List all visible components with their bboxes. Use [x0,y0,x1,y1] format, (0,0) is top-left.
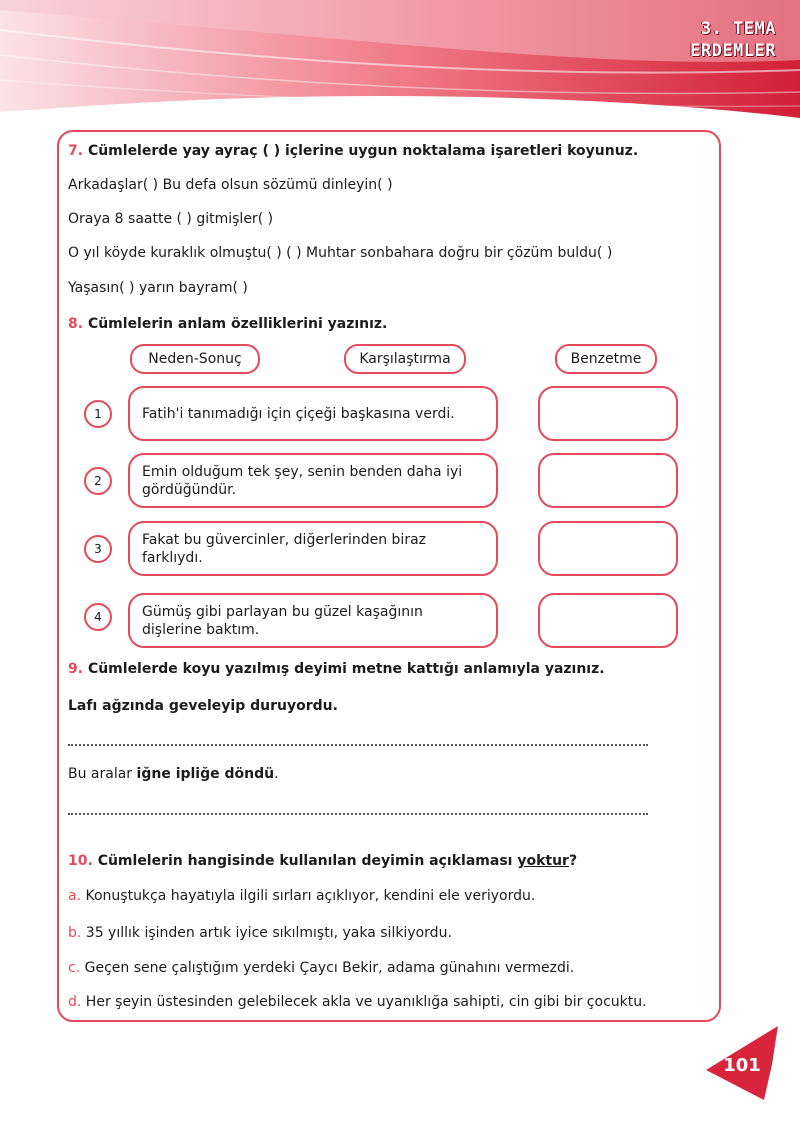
q8-prompt [68,316,387,332]
answer-box-3[interactable] [538,521,678,576]
q9-s2-end: . [274,766,279,782]
answer-box-2[interactable] [538,453,678,508]
q7-number: 7. [68,143,84,159]
option-letter-a: a. [68,888,82,904]
q10-prompt-start: Cümlelerin hangisinde kullanılan deyimin açıklaması [97,853,518,869]
q7-prompt-text: Cümlelerde yay ayraç ( ) içlerine uygun noktalama işaretleri koyunuz. [87,143,639,159]
option-karsilastirma: Karşılaştırma [344,344,466,374]
q7-line-3: O yıl köyde kuraklık olmuştu( ) ( ) Muhtar sonbahara doğru bir çözüm buldu( ) [68,245,613,261]
q10-option-c[interactable] [68,960,574,976]
answer-box-4[interactable] [538,593,678,648]
option-text-c: Geçen sene çalıştığım yerdeki Çaycı Bekir, adama günahını vermezdi. [84,960,575,976]
q8-number: 8. [68,316,84,332]
q7-line-4: Yaşasın( ) yarın bayram( ) [68,280,248,296]
page-number: 101 [723,1055,761,1076]
option-benzetme: Benzetme [555,344,657,374]
option-text-d: Her şeyin üstesinden gelebilecek akla ve uyanıklığa sahipti, cin gibi bir çocuktu. [85,994,647,1010]
answer-box-1[interactable] [538,386,678,441]
answer-line-2[interactable] [68,813,648,815]
item-number-1: 1 [84,400,112,428]
option-text-b: 35 yıllık işinden artık iyice sıkılmıştı, yaka silkiyordu. [85,925,452,941]
option-text-a: Konuştukça hayatıyla ilgili sırları açıklıyor, kendini ele veriyordu. [85,888,536,904]
sentence-box-1: Fatih'i tanımadığı için çiçeği başkasına verdi. [128,386,498,441]
q10-prompt [68,853,577,869]
option-letter-c: c. [68,960,81,976]
option-letter-d: d. [68,994,82,1010]
q9-number: 9. [68,661,84,677]
q7-prompt [68,143,638,159]
q7-line-2: Oraya 8 saatte ( ) gitmişler( ) [68,211,274,227]
theme-name: ERDEMLER [690,41,776,61]
q10-option-a[interactable] [68,888,535,904]
q10-prompt-end: ? [568,853,578,869]
item-number-2: 2 [84,467,112,495]
item-number-3: 3 [84,535,112,563]
header-banner [0,0,800,140]
sentence-box-2: Emin olduğum tek şey, senin benden daha iyi gördüğündür. [128,453,498,508]
q9-prompt [68,661,605,677]
option-letter-b: b. [68,925,82,941]
q8-prompt-text: Cümlelerin anlam özelliklerini yazınız. [87,316,388,332]
sentence-box-4: Gümüş gibi parlayan bu güzel kaşağının dişlerine baktım. [128,593,498,648]
q9-sentence-1: Lafı ağzında geveleyip duruyordu. [68,698,338,714]
q7-line-1: Arkadaşlar( ) Bu defa olsun sözümü dinleyin( ) [68,177,393,193]
q9-sentence-2 [68,766,279,782]
theme-badge [690,18,776,62]
q9-s2-idiom: iğne ipliğe döndü [136,766,275,782]
item-number-4: 4 [84,603,112,631]
option-neden-sonuc: Neden-Sonuç [130,344,260,374]
q9-s2-plain: Bu aralar [68,766,137,782]
q10-option-d[interactable] [68,994,647,1010]
q10-prompt-underlined: yoktur [517,853,569,869]
q9-prompt-text: Cümlelerde koyu yazılmış deyimi metne kattığı anlamıyla yazınız. [87,661,605,677]
sentence-box-3: Fakat bu güvercinler, diğerlerinden biraz farklıydı. [128,521,498,576]
q10-number: 10. [68,853,93,869]
q10-option-b[interactable] [68,925,452,941]
theme-number: 3. TEMA [700,19,776,39]
answer-line-1[interactable] [68,744,648,746]
